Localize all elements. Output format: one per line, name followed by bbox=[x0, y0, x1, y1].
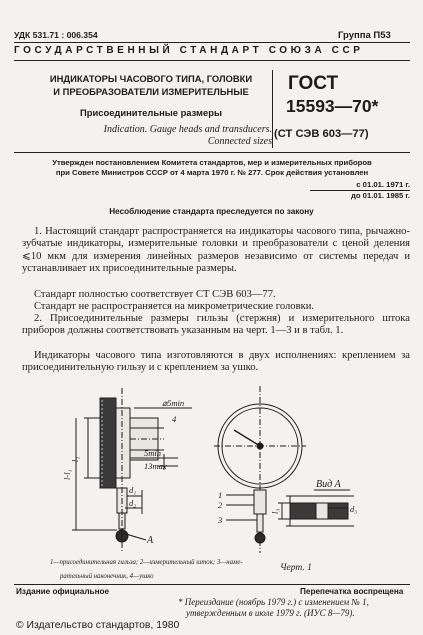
paragraph-5: Индикаторы часового типа изготовляются в двух исполнениях: креплением за присоединительную гильзу и с креплением за ушко. bbox=[22, 350, 410, 374]
reissue-note-line-1: * Переиздание (ноябрь 1979 г.) с изменением № 1, bbox=[178, 597, 369, 607]
callout-2: 2 bbox=[218, 500, 223, 510]
english-line-1: Indication. Gauge heads and transducers. bbox=[103, 124, 272, 135]
title-divider bbox=[272, 70, 273, 148]
english-line-2: Connected sizes bbox=[207, 135, 272, 147]
dim-label-l-l1: l-l₁ bbox=[62, 469, 72, 480]
footer-rule bbox=[14, 584, 410, 585]
dim-label-d3: d₃ bbox=[350, 504, 358, 514]
approval-line-2: при Совете Министров СССР от 4 марта 1970 г. № 277. Срок действия установлен bbox=[55, 168, 369, 177]
state-standard-heading: ГОСУДАРСТВЕННЫЙ СТАНДАРТ СОЮЗА ССР bbox=[14, 45, 364, 56]
gost-number: 15593—70* bbox=[286, 96, 379, 116]
dim-label-d2: d₂ bbox=[129, 498, 137, 508]
callout-4: 4 bbox=[172, 414, 177, 424]
paragraph-3: Стандарт не распространяется на микрометрические головки. bbox=[34, 301, 315, 312]
title-block bbox=[46, 72, 256, 119]
callout-1: 1 bbox=[218, 490, 223, 500]
reprint-notice: Перепечатка воспрещена bbox=[300, 587, 404, 596]
indicator-side-view bbox=[72, 388, 192, 553]
indicator-front-view bbox=[214, 386, 306, 553]
dim-label-13max: 13max bbox=[144, 461, 167, 471]
approval-line-1: Утвержден постановлением Комитета стандартов, мер и измерительных приборов bbox=[52, 158, 372, 167]
dim-label-d1: d₁ bbox=[129, 485, 137, 495]
view-arrow-a: A bbox=[147, 535, 154, 546]
sev-reference: (СТ СЭВ 603—77) bbox=[274, 128, 369, 140]
official-edition: Издание официальное bbox=[16, 587, 110, 596]
title-rule bbox=[14, 152, 410, 153]
english-title bbox=[92, 124, 272, 147]
gost-label: ГОСТ bbox=[288, 73, 339, 94]
legal-warning: Несоблюдение стандарта преследуется по закону bbox=[109, 207, 314, 216]
dim-label-d5: ⌀5min bbox=[162, 398, 185, 408]
copyright: © Издательство стандартов, 1980 bbox=[16, 620, 180, 631]
udk-code: УДК 531.71 : 006.354 bbox=[14, 30, 98, 40]
technical-drawing bbox=[14, 378, 410, 568]
subtitle: Присоединительные размеры bbox=[80, 107, 222, 118]
paragraph-2: Стандарт полностью соответствует СТ СЭВ 603—77. bbox=[34, 289, 276, 300]
header-rule-top bbox=[14, 42, 410, 43]
reissue-note-line-2: утвержденным в июле 1979 г. (ИУС 8—79). bbox=[186, 607, 355, 618]
title-line-1: ИНДИКАТОРЫ ЧАСОВОГО ТИПА, ГОЛОВКИ bbox=[49, 73, 253, 84]
dim-label-5min: 5min bbox=[144, 448, 161, 458]
approval-start-date: с 01.01. 1971 г. bbox=[310, 180, 410, 191]
legend-line-2: рательный наконечник, 4—ушко bbox=[60, 573, 154, 580]
approval-end-date: до 01.01. 1985 г. bbox=[350, 191, 410, 200]
dim-label-l3: l₃ bbox=[270, 508, 280, 514]
reissue-note bbox=[178, 597, 369, 618]
detail-view-a bbox=[278, 490, 354, 526]
callout-3: 3 bbox=[218, 515, 223, 525]
dim-label-l1: l₁ bbox=[70, 456, 80, 462]
header-rule-bottom bbox=[14, 60, 410, 61]
figure-caption: Черт. 1 bbox=[280, 563, 312, 573]
view-a-title: Вид A bbox=[316, 479, 341, 490]
approval-dates bbox=[310, 180, 410, 201]
group-code: Группа П53 bbox=[338, 30, 391, 41]
approval-block bbox=[14, 158, 410, 178]
paragraph-4: 2. Присоединительные размеры гильзы (стержня) и измерительного штока приборов должны соответствовать указанным на черт. 1—3 и в табл. 1. bbox=[22, 313, 410, 337]
title-line-2: И ПРЕОБРАЗОВАТЕЛИ ИЗМЕРИТЕЛЬНЫЕ bbox=[53, 86, 249, 97]
legend-line-1: 1—присоединительная гильза; 2—измерительный шток; 3—наме- bbox=[50, 559, 243, 566]
paragraph-1: 1. Настоящий стандарт распространяется на индикаторы часового типа, рычажно-зубчатые индикаторы, измерительные головки и преобразователи с ценой деления ⩽10 мкм для измерения линейных размеров независимо от системы передач и устанавливает их присоединительные размеры. bbox=[22, 226, 410, 275]
